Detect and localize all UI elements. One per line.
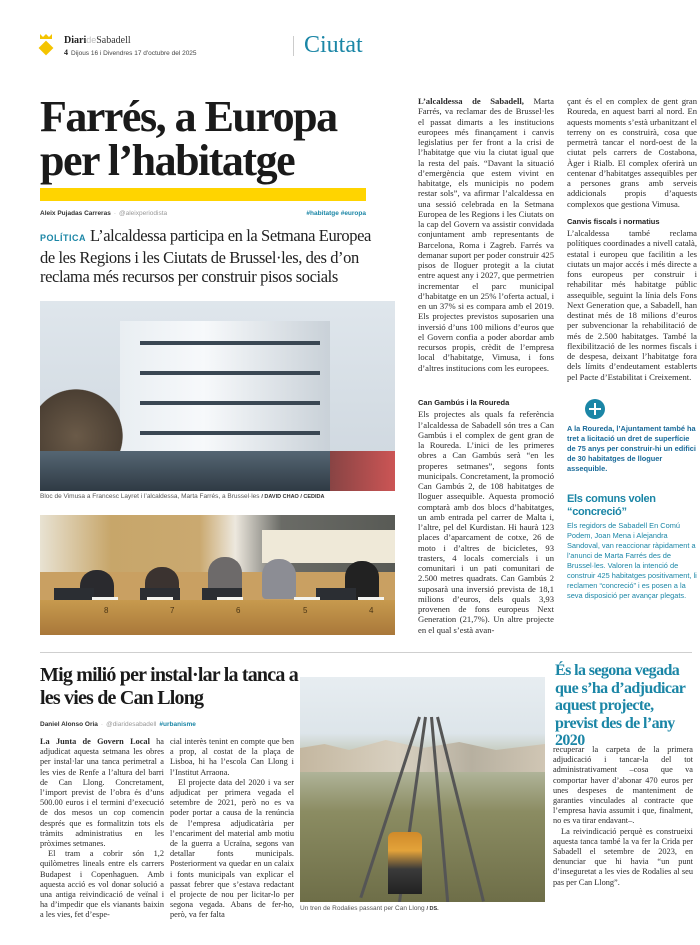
subheadline-text: L’alcaldessa participa en la Setmana Europea de les Regions i les Ciutats de Brussel·les, des d’on reclama més recursos per construir pisos socials [40,226,371,286]
article-body-column-1 [418,96,554,373]
article-tags[interactable]: #habitatge #europa [306,210,366,217]
second-headline: Mig milió per instal·lar la tanca a les vies de Can Llong [40,664,298,709]
event-banner [262,530,395,563]
article-body-column-1b [418,398,554,635]
conference-photo [40,515,395,635]
photo-caption [40,493,400,500]
body-lead: L’alcaldessa de Sabadell, [418,96,524,106]
caption-text: Un tren de Rodalies passant per Can Llong [300,905,425,912]
body-paragraph: çant és el en complex de gent gran Roureda, en aquest barri al nord. En aquests moments s’està urbanitzant el terreny on es construirà, cosa que permetrà tancar el nord-oest de la ciutat pels carrers de Costabona, Àger i Rialb. El complex oferirà un centenar d’habitatges assequibles per a persones grans amb serveis addicionals propis d’aquests complexos que gestiona Vimusa. [567,96,697,209]
body-paragraph: L’alcaldessa també reclama polítiques coordinades a nivell català, estatal i europeu que facilitin a les ciutats un major accés i més directe a fons europeus per construir i rehabilitar més habitatge públic assequible, seguint la línia dels Fons Next Generation que, a Sabadell, han destinat més de 18 milions d’euros per subvencionar la rehabilitació de més de 2.500 habitatges. També la flexibilització de les normes fiscals i de despesa, deixant l’habitatge fora dels límits d’endeutament establerts pel Pacte d’Estabilitat i Creixement. [567,228,697,382]
seat-number: 6 [236,606,241,615]
window-band [140,401,320,405]
info-box: A la Roureda, l’Ajuntament també ha tret a licitació un dret de superfície de 75 anys per construir-hi un edifici de 30 habitatges de lloguer assequible. [567,424,696,473]
plus-icon [585,399,605,419]
person-shape [262,559,296,599]
shopfront-shape [330,451,395,491]
byline-separator: · [100,721,104,728]
body-paragraph: La reivindicació perquè es construeixi aquesta tanca també la va fer la Crida per Sabadell el setembre de 2023, en denunciar que hi havia “un punt d’inseguretat a les vies de Rodalies al seu pas per Can Llong”. [553,826,693,887]
brand-diari: Diari [64,35,87,46]
article-body-column-2 [567,96,697,382]
body-paragraph: cial interès tenint en compte que ben a prop, al costat de la plaça de Lisboa, hi ha l’escola Can Llong i l’Institut Arraona. [170,737,294,777]
diamond-shield-icon [39,41,54,56]
brand-sabadell: Sabadell [96,35,131,46]
article2-body-column-3 [553,745,693,888]
body-paragraph: Els projectes als quals fa referència l’alcaldessa de Sabadell són tres a Can Gambús i el complex de gent gran de la Roureda. L’inici de les primeres obres a Can Gambús serà “en les properes setmanes”, segons fonts municipals. Concretament, la promoció Can Gambús 2, de 108 habitatges de lloguer assequible. Aquesta promoció comptarà amb dos blocs d’habitatges, un amb entrada pel carrer de Malta i, l’altre, pel del Kurdistan. Hi haurà 123 places d’aparcament de cotxe, 26 de moto i d’altres de bicicletes, 93 trasters, 4 locals comercials i un comunitari i un pati comunitari de 2.500 metres quadrats. Can Gambús 2 suposarà una inversió prevista de 18,1 milions d’euros, dels quals 3,93 provenen de fons europeus Next Generation (21,7%). Un altre projecte en el qual s’està avan- [418,409,554,635]
photo-credit: / DS. [426,906,439,912]
author-name: Aleix Pujadas Carreras [40,210,111,217]
pull-quote: És la segona vegada que s’ha d’adjudicar aquest projecte, previst des de l’any 2020 [555,662,685,749]
seat-number: 7 [170,606,175,615]
window-band [140,431,320,435]
seat-number: 5 [303,606,308,615]
issue-date: Dijous 16 i Divendres 17 d'octubre del 2025 [71,50,197,57]
seat-number: 8 [104,606,109,615]
body-paragraph: ha adjudicat aquesta setmana les obres per instal·lar una tanca perimetral a les vies de Renfe a l’altura del barri de Can Llong. Concretament, l’import previst de l’obra és d’uns 500.00 euros i el termini d’execució de dos mesos un cop comencin després que es formalitzin tots els tràmits administratius en les pròximes setmanes. [40,737,164,849]
author-handle[interactable]: @diaridesabadell [106,721,157,728]
train-shape [388,832,422,894]
article2-body-column-1 [40,737,164,921]
author-name: Daniel Alonso Oria [40,721,98,728]
body-paragraph: El tram a cobrir són 1,2 quilòmetres lineals entre els carrers Budapest i Copenhaguen. Amb aquesta acció es vol donar solució a una antiga reivindicació de veïnal i ha d’impedir que els vianants baixin a les vies, fet d’espe- [40,849,164,920]
body-paragraph: El projecte data del 2020 i va ser adjudicat per primera vegada el setembre de 2021, però no es va poder portar a causa de la renúncia de l’empresa adjudicatària per l’encariment del material amb motiu de la guerra a Ucraïna, segons van detallar fonts municipals. Posteriorment va quedar en un calaix i fonts municipals van explicar el passat febrer que s’estava redactant el projecte de nou per licitar-lo per segona vegada. Abans de fer-ho, però, va fer falta [170,777,294,920]
caption-text: Bloc de Vimusa a Francesc Layret i l’alcaldessa, Marta Farrés, a Brussel·les [40,493,260,500]
body-subtitle: Can Gambús i la Roureda [418,398,510,407]
subheadline [40,226,380,286]
article-divider [40,652,692,653]
headline-highlight-bar [40,188,366,201]
sidebar-title: Els comuns volen “concreció” [567,493,656,518]
photo-credit: / DAVID CHAO / CEDIDA [261,494,325,500]
sidebar-body: Els regidors de Sabadell En Comú Podem, Joan Mena i Alejandra Sandoval, van reaccionar ràpidament a l’anunci de Marta Farrés des de Brussel·les. Valoren la intenció de construir 425 habitatges positivament, li reclamen “concreció” i es posen a la seva disposició per avançar plegats. [567,521,697,600]
desk-shape [40,600,395,635]
newspaper-brand [64,35,131,46]
byline [40,721,196,728]
building-photo [40,301,395,491]
body-paragraph: Marta Farrés, va reclamar des de Brussel·les el passat dimarts a les institucions europees més finançament i canvis legislatius per fer front a la crisi de l’habitatge que viu la ciutat igual que la resta del país. “Davant la situació d’emergència que estem vivint en habitatge, els municipis no podem restar sols”, va afirmar l’alcaldessa en una sessió celebrada en la Setmana Europea de les Regions i les Ciutats on la cap del Govern va assistir convidada conjuntament amb representants de Barcelona, Roma i Zagreb. Farrés va demanar suport per poder construir 425 pisos de lloguer protegit a la ciutat entre aquest any i 2027, que permetrien incrementar el parc municipal d’habitatge en un 25% l’oferta actual, i en un 37% si es compara amb el 2019. Els projectes previstos suposarien una inversió d’uns 100 milions d’euros que el Govern confia a poder abordar amb recursos propis, crèdit de l’empresa local d’habitatge, Vimusa, i fons d’altres institucions com les europees. [418,96,554,373]
body-subtitle: Canvis fiscals i normatius [567,216,660,226]
article2-body-column-2 [170,737,294,921]
body-lead: La Junta de Govern Local [40,737,150,746]
photo-caption [300,905,545,912]
seat-number: 4 [369,606,374,615]
train-photo [300,677,545,902]
crown-icon [40,34,52,39]
author-handle[interactable]: @aleixperiodista [119,210,168,217]
section-title: Ciutat [304,32,363,58]
sabadell-crest-logo [38,34,54,58]
byline-separator: · [113,210,116,217]
article-tags[interactable]: #urbanisme [159,721,196,728]
dateline [64,48,197,57]
page-number: 4 [64,48,68,57]
section-divider [293,36,294,56]
main-headline: Farrés, a Europa per l’habitatge [40,92,337,185]
byline [40,210,366,217]
section-kicker: POLÍTICA [40,233,86,243]
window-band [140,371,320,375]
body-paragraph: recuperar la carpeta de la primera adjudicació i tancar-la del tot administrativament –cosa que va comportar haver d’abonar 470 euros per unes despeses de manteniment de garanties vinculades al contracte que l’empresa havia assumit i que, finalment, no es va tirar endavant–. [553,745,693,826]
window-band [140,341,320,345]
brand-de: de [86,35,97,45]
